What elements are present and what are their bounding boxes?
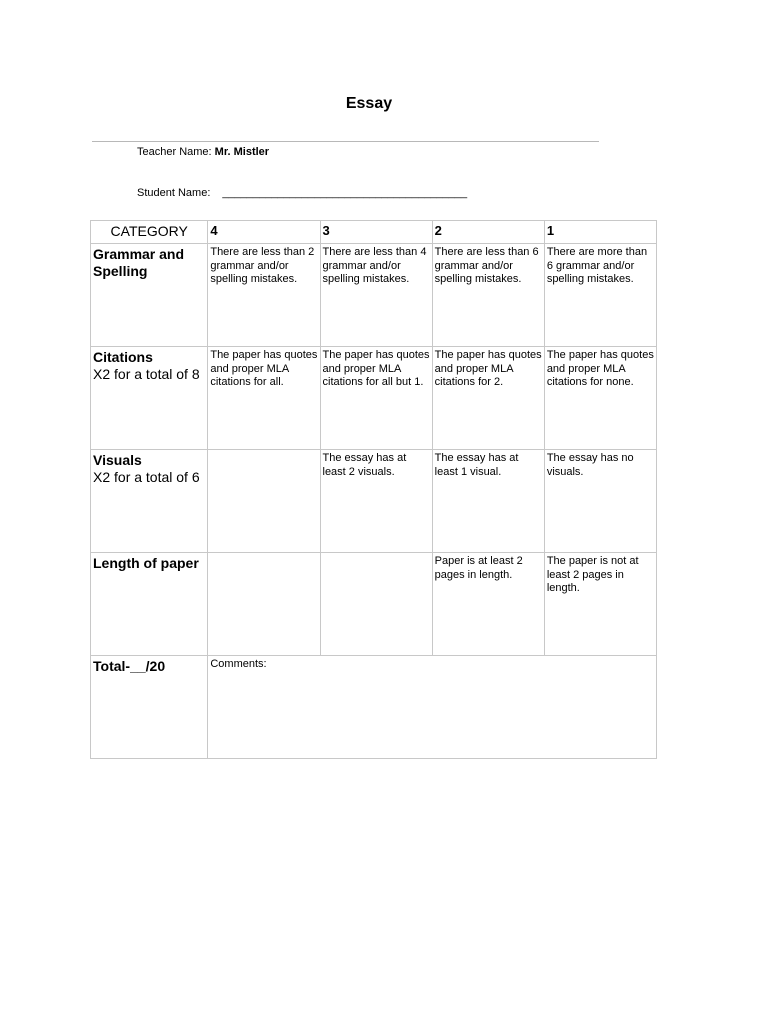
criteria-cell-2: Paper is at least 2 pages in length.	[432, 553, 544, 656]
criteria-cell-3: There are less than 4 grammar and/or spelling mistakes.	[320, 244, 432, 347]
criteria-cell-4	[208, 553, 320, 656]
row-length-of-paper	[91, 553, 657, 656]
student-line	[137, 187, 467, 199]
comments-label: Comments:	[210, 658, 267, 670]
student-label: Student Name:	[137, 187, 211, 199]
teacher-line	[137, 146, 269, 158]
student-name-blank: ________________________________________	[222, 187, 468, 199]
category-subtitle: X2 for a total of 8	[93, 366, 200, 382]
header-score-4: 4	[208, 221, 320, 244]
category-cell	[91, 347, 208, 450]
criteria-cell-3	[320, 553, 432, 656]
header-score-1: 1	[544, 221, 656, 244]
criteria-cell-3: The paper has quotes and proper MLA citations for all but 1.	[320, 347, 432, 450]
total-label: Total-__/20	[93, 658, 166, 674]
header-score-3: 3	[320, 221, 432, 244]
category-title: Visuals	[93, 452, 142, 468]
teacher-label: Teacher Name:	[137, 146, 212, 158]
row-citations	[91, 347, 657, 450]
criteria-cell-4	[208, 450, 320, 553]
category-title: Grammar and Spelling	[93, 246, 185, 279]
title-divider	[92, 141, 599, 142]
header-row	[91, 221, 657, 244]
category-title: Citations	[93, 349, 153, 365]
category-title: Length of paper	[93, 555, 199, 571]
criteria-cell-1: The essay has no visuals.	[544, 450, 656, 553]
row-total	[91, 656, 657, 759]
header-category: CATEGORY	[91, 221, 208, 244]
comments-cell	[208, 656, 657, 759]
criteria-cell-2: The paper has quotes and proper MLA citations for 2.	[432, 347, 544, 450]
criteria-cell-1: The paper is not at least 2 pages in length.	[544, 553, 656, 656]
criteria-cell-1: The paper has quotes and proper MLA citations for none.	[544, 347, 656, 450]
document-title: Essay	[345, 95, 393, 112]
header-score-2: 2	[432, 221, 544, 244]
criteria-cell-2: There are less than 6 grammar and/or spelling mistakes.	[432, 244, 544, 347]
category-cell	[91, 244, 208, 347]
category-cell	[91, 553, 208, 656]
teacher-name: Mr. Mistler	[214, 146, 270, 158]
category-cell	[91, 450, 208, 553]
row-visuals	[91, 450, 657, 553]
criteria-cell-3: The essay has at least 2 visuals.	[320, 450, 432, 553]
criteria-cell-1: There are more than 6 grammar and/or spelling mistakes.	[544, 244, 656, 347]
criteria-cell-4: The paper has quotes and proper MLA citations for all.	[208, 347, 320, 450]
criteria-cell-2: The essay has at least 1 visual.	[432, 450, 544, 553]
rubric-table	[90, 220, 657, 759]
category-subtitle: X2 for a total of 6	[93, 469, 200, 485]
row-grammar-spelling	[91, 244, 657, 347]
criteria-cell-4: There are less than 2 grammar and/or spelling mistakes.	[208, 244, 320, 347]
total-cell	[91, 656, 208, 759]
